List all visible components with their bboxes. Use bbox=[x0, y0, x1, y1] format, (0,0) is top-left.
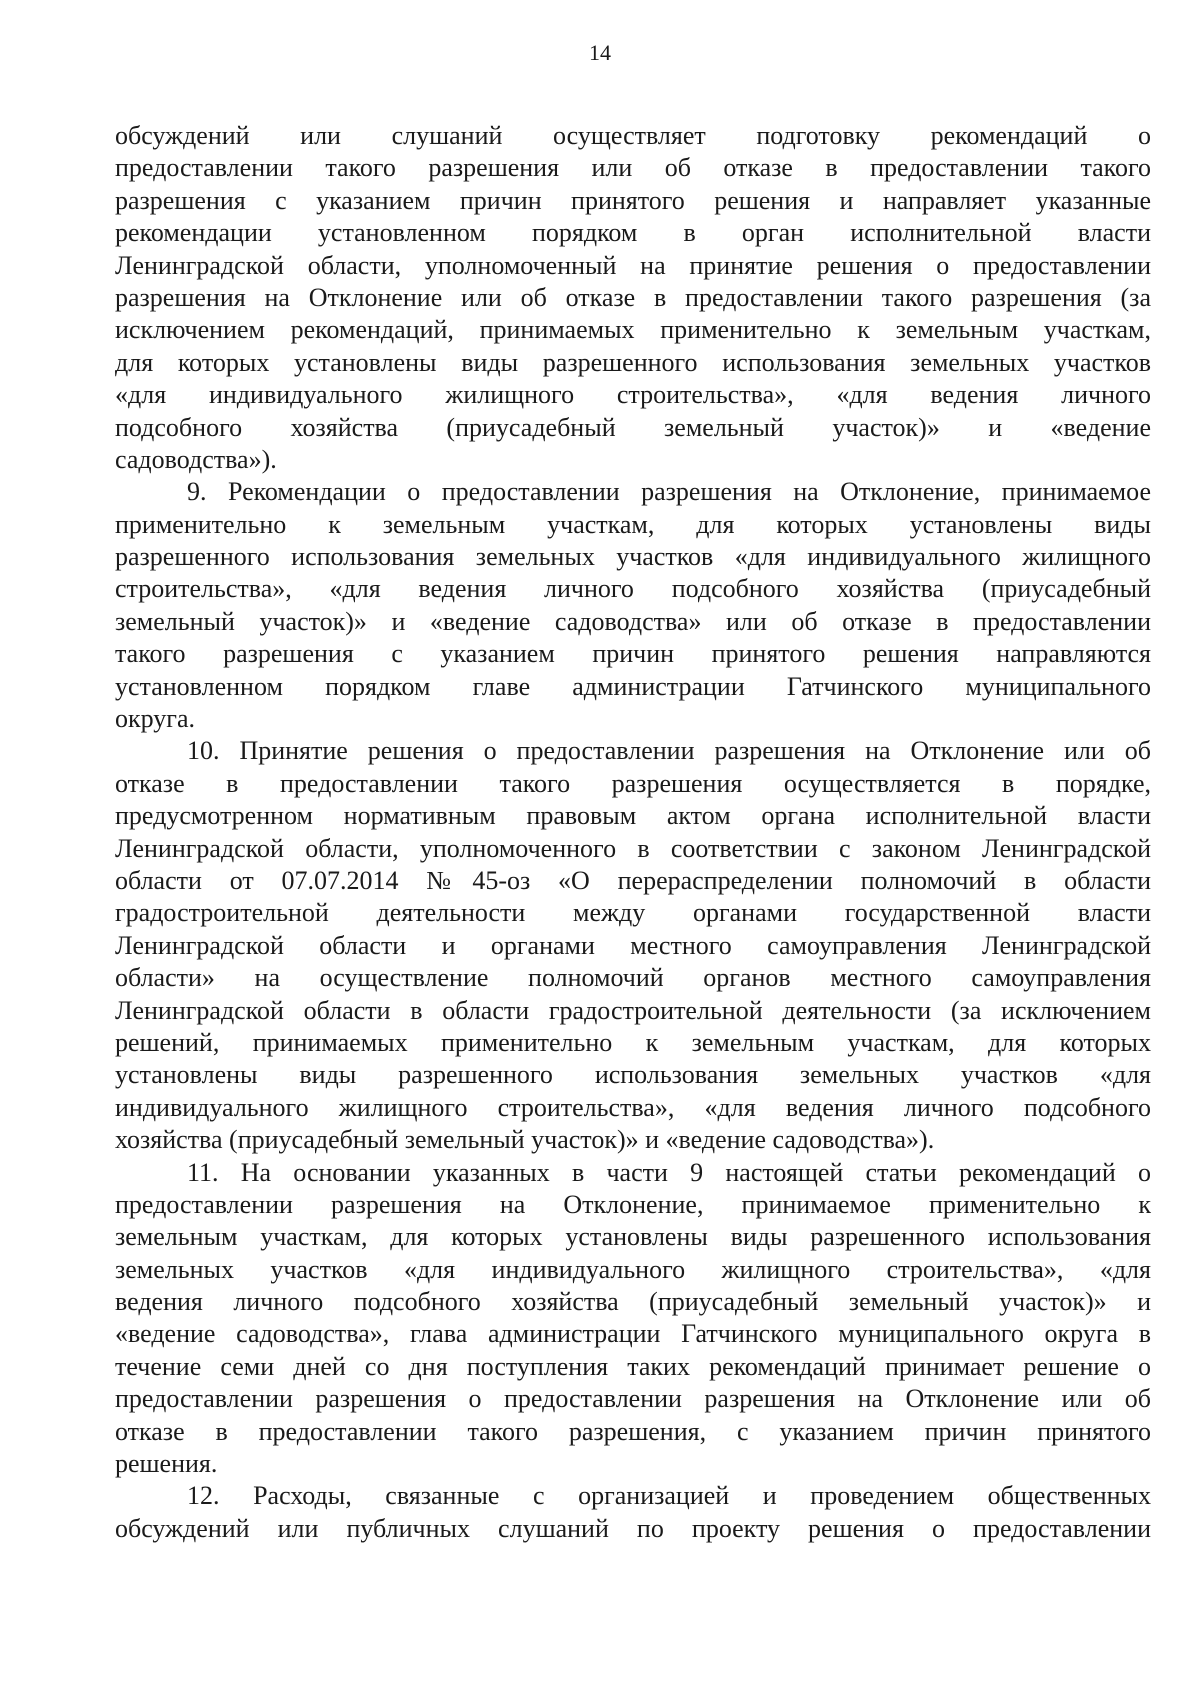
text-line: установленном порядком главе администрации Гатчинского муниципального bbox=[115, 671, 1151, 701]
text-line: разрешения с указанием причин принятого решения и направляет указанные bbox=[115, 185, 1151, 215]
text-line: земельных участков «для индивидуального жилищного строительства», «для bbox=[115, 1254, 1151, 1284]
text-line: предусмотренном нормативным правовым актом органа исполнительной власти bbox=[115, 801, 1151, 831]
text-line: течение семи дней со дня поступления таких рекомендаций принимает решение о bbox=[115, 1351, 1151, 1381]
text-line: такого разрешения с указанием причин принятого решения направляются bbox=[115, 639, 1151, 669]
text-line: Ленинградской области в области градостроительной деятельности (за исключением bbox=[115, 995, 1151, 1025]
text-line: садоводства»). bbox=[115, 444, 277, 474]
page-number: 14 bbox=[589, 40, 611, 65]
document-text-body bbox=[115, 120, 1151, 1545]
text-line: «ведение садоводства», глава администрации Гатчинского муниципального округа в bbox=[115, 1319, 1151, 1349]
text-line: отказе в предоставлении такого разрешения, с указанием причин принятого bbox=[115, 1416, 1151, 1446]
text-line: для которых установлены виды разрешенного использования земельных участков bbox=[115, 347, 1151, 377]
text-line: подсобного хозяйства (приусадебный земельный участок)» и «ведение bbox=[115, 412, 1151, 442]
text-line: земельным участкам, для которых установлены виды разрешенного использования bbox=[115, 1222, 1151, 1252]
text-line: обсуждений или публичных слушаний по проекту решения о предоставлении bbox=[115, 1513, 1151, 1543]
text-line: решений, принимаемых применительно к земельным участкам, для которых bbox=[115, 1027, 1151, 1057]
text-line: обсуждений или слушаний осуществляет подготовку рекомендаций о bbox=[115, 121, 1151, 150]
text-line: рекомендации установленном порядком в орган исполнительной власти bbox=[115, 218, 1151, 248]
text-line: округа. bbox=[115, 704, 195, 734]
text-line: решения. bbox=[115, 1449, 218, 1479]
text-line: 10. Принятие решения о предоставлении разрешения на Отклонение или об bbox=[187, 736, 1151, 766]
text-line: строительства», «для ведения личного подсобного хозяйства (приусадебный bbox=[115, 574, 1151, 604]
text-line: Ленинградской области, уполномоченный на принятие решения о предоставлении bbox=[115, 250, 1151, 280]
text-line: области от 07.07.2014 №45-оз «О перераспределении полномочий в области bbox=[115, 865, 1151, 895]
text-line: 11. На основании указанных в части 9 настоящей статьи рекомендаций о bbox=[187, 1157, 1151, 1187]
text-line: хозяйства (приусадебный земельный участок)» и «ведение садоводства»). bbox=[115, 1125, 935, 1155]
text-line: разрешенного использования земельных участков «для индивидуального жилищного bbox=[115, 542, 1151, 572]
text-line: Ленинградской области и органами местного самоуправления Ленинградской bbox=[115, 930, 1151, 960]
text-line: предоставлении такого разрешения или об отказе в предоставлении такого bbox=[115, 153, 1151, 183]
text-line: ведения личного подсобного хозяйства (приусадебный земельный участок)» и bbox=[115, 1287, 1151, 1317]
text-line: предоставлении разрешения на Отклонение, принимаемое применительно к bbox=[115, 1189, 1151, 1219]
text-line: 9. Рекомендации о предоставлении разрешения на Отклонение, принимаемое bbox=[187, 477, 1151, 507]
text-line: применительно к земельным участкам, для которых установлены виды bbox=[115, 509, 1151, 539]
text-line: отказе в предоставлении такого разрешения осуществляется в порядке, bbox=[115, 768, 1151, 798]
text-line: разрешения на Отклонение или об отказе в предоставлении такого разрешения (за bbox=[115, 282, 1151, 312]
text-line: «для индивидуального жилищного строительства», «для ведения личного bbox=[115, 380, 1151, 410]
text-line: градостроительной деятельности между органами государственной власти bbox=[115, 898, 1151, 928]
text-line: исключением рекомендаций, принимаемых применительно к земельным участкам, bbox=[115, 315, 1151, 345]
text-line: 12. Расходы, связанные с организацией и проведением общественных bbox=[187, 1481, 1151, 1511]
text-line: предоставлении разрешения о предоставлении разрешения на Отклонение или об bbox=[115, 1384, 1151, 1414]
text-line: установлены виды разрешенного использования земельных участков «для bbox=[115, 1060, 1151, 1090]
text-line: области» на осуществление полномочий органов местного самоуправления bbox=[115, 963, 1151, 993]
text-line: индивидуального жилищного строительства», «для ведения личного подсобного bbox=[115, 1092, 1151, 1122]
text-line: земельный участок)» и «ведение садоводства» или об отказе в предоставлении bbox=[115, 606, 1151, 636]
text-line: Ленинградской области, уполномоченного в соответствии с законом Ленинградской bbox=[115, 833, 1151, 863]
